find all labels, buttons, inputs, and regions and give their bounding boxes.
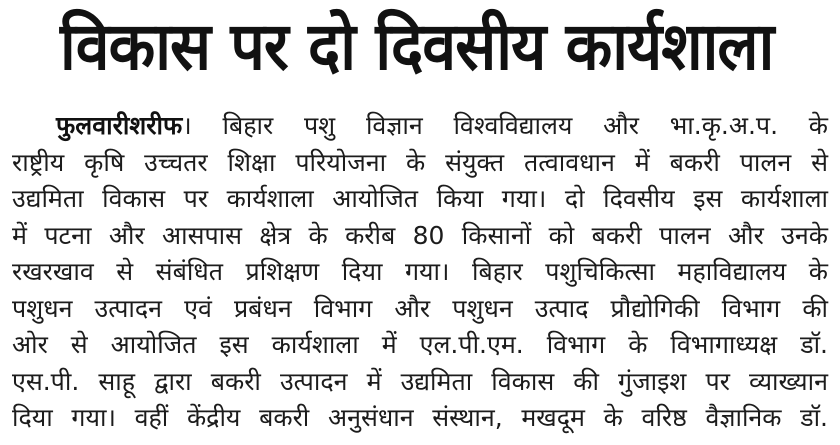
dateline: फुलवारीशरीफ [56,111,183,140]
article-line: राष्ट्रीय कृषि उच्चतर शिक्षा परियोजना के संयुक्त तत्वावधान में बकरी पालन से [12,147,828,177]
article-line: पशुधन उत्पादन एवं प्रबंधन विभाग और पशुधन उत्पाद प्रौद्योगिकी विभाग की [12,293,828,323]
article-line: ओर से आयोजित इस कार्यशाला में एल.पी.एम. विभाग के विभागाध्यक्ष डॉ. [12,330,828,359]
article-line [12,108,828,145]
article-line: रखरखाव से संबंधित प्रशिक्षण दिया गया। बिहार पशुचिकित्सा महाविद्यालय के [12,257,828,286]
article-body [12,108,828,437]
article-line: उद्यमिता विकास पर कार्यशाला आयोजित किया गया। दो दिवसीय इस कार्यशाला [12,184,828,213]
article-line: दिया गया। वहीं केंद्रीय बकरी अनुसंधान संस्थान, मखदूम के वरिष्ठ वैज्ञानिक डॉ. [12,403,828,432]
article-line: एस.पी. साहू द्वारा बकरी उत्पादन में उद्यमिता विकास की गुंजाइश पर व्याख्यान [12,366,828,396]
headline: विकास पर दो दिवसीय कार्यशाला [60,8,774,85]
article-line: में पटना और आसपास क्षेत्र के करीब 80 किसानों को बकरी पालन और उनके [12,220,828,250]
article-line-text: । बिहार पशु विज्ञान विश्वविद्यालय और भा.कृ.अ.प. के [182,111,828,140]
